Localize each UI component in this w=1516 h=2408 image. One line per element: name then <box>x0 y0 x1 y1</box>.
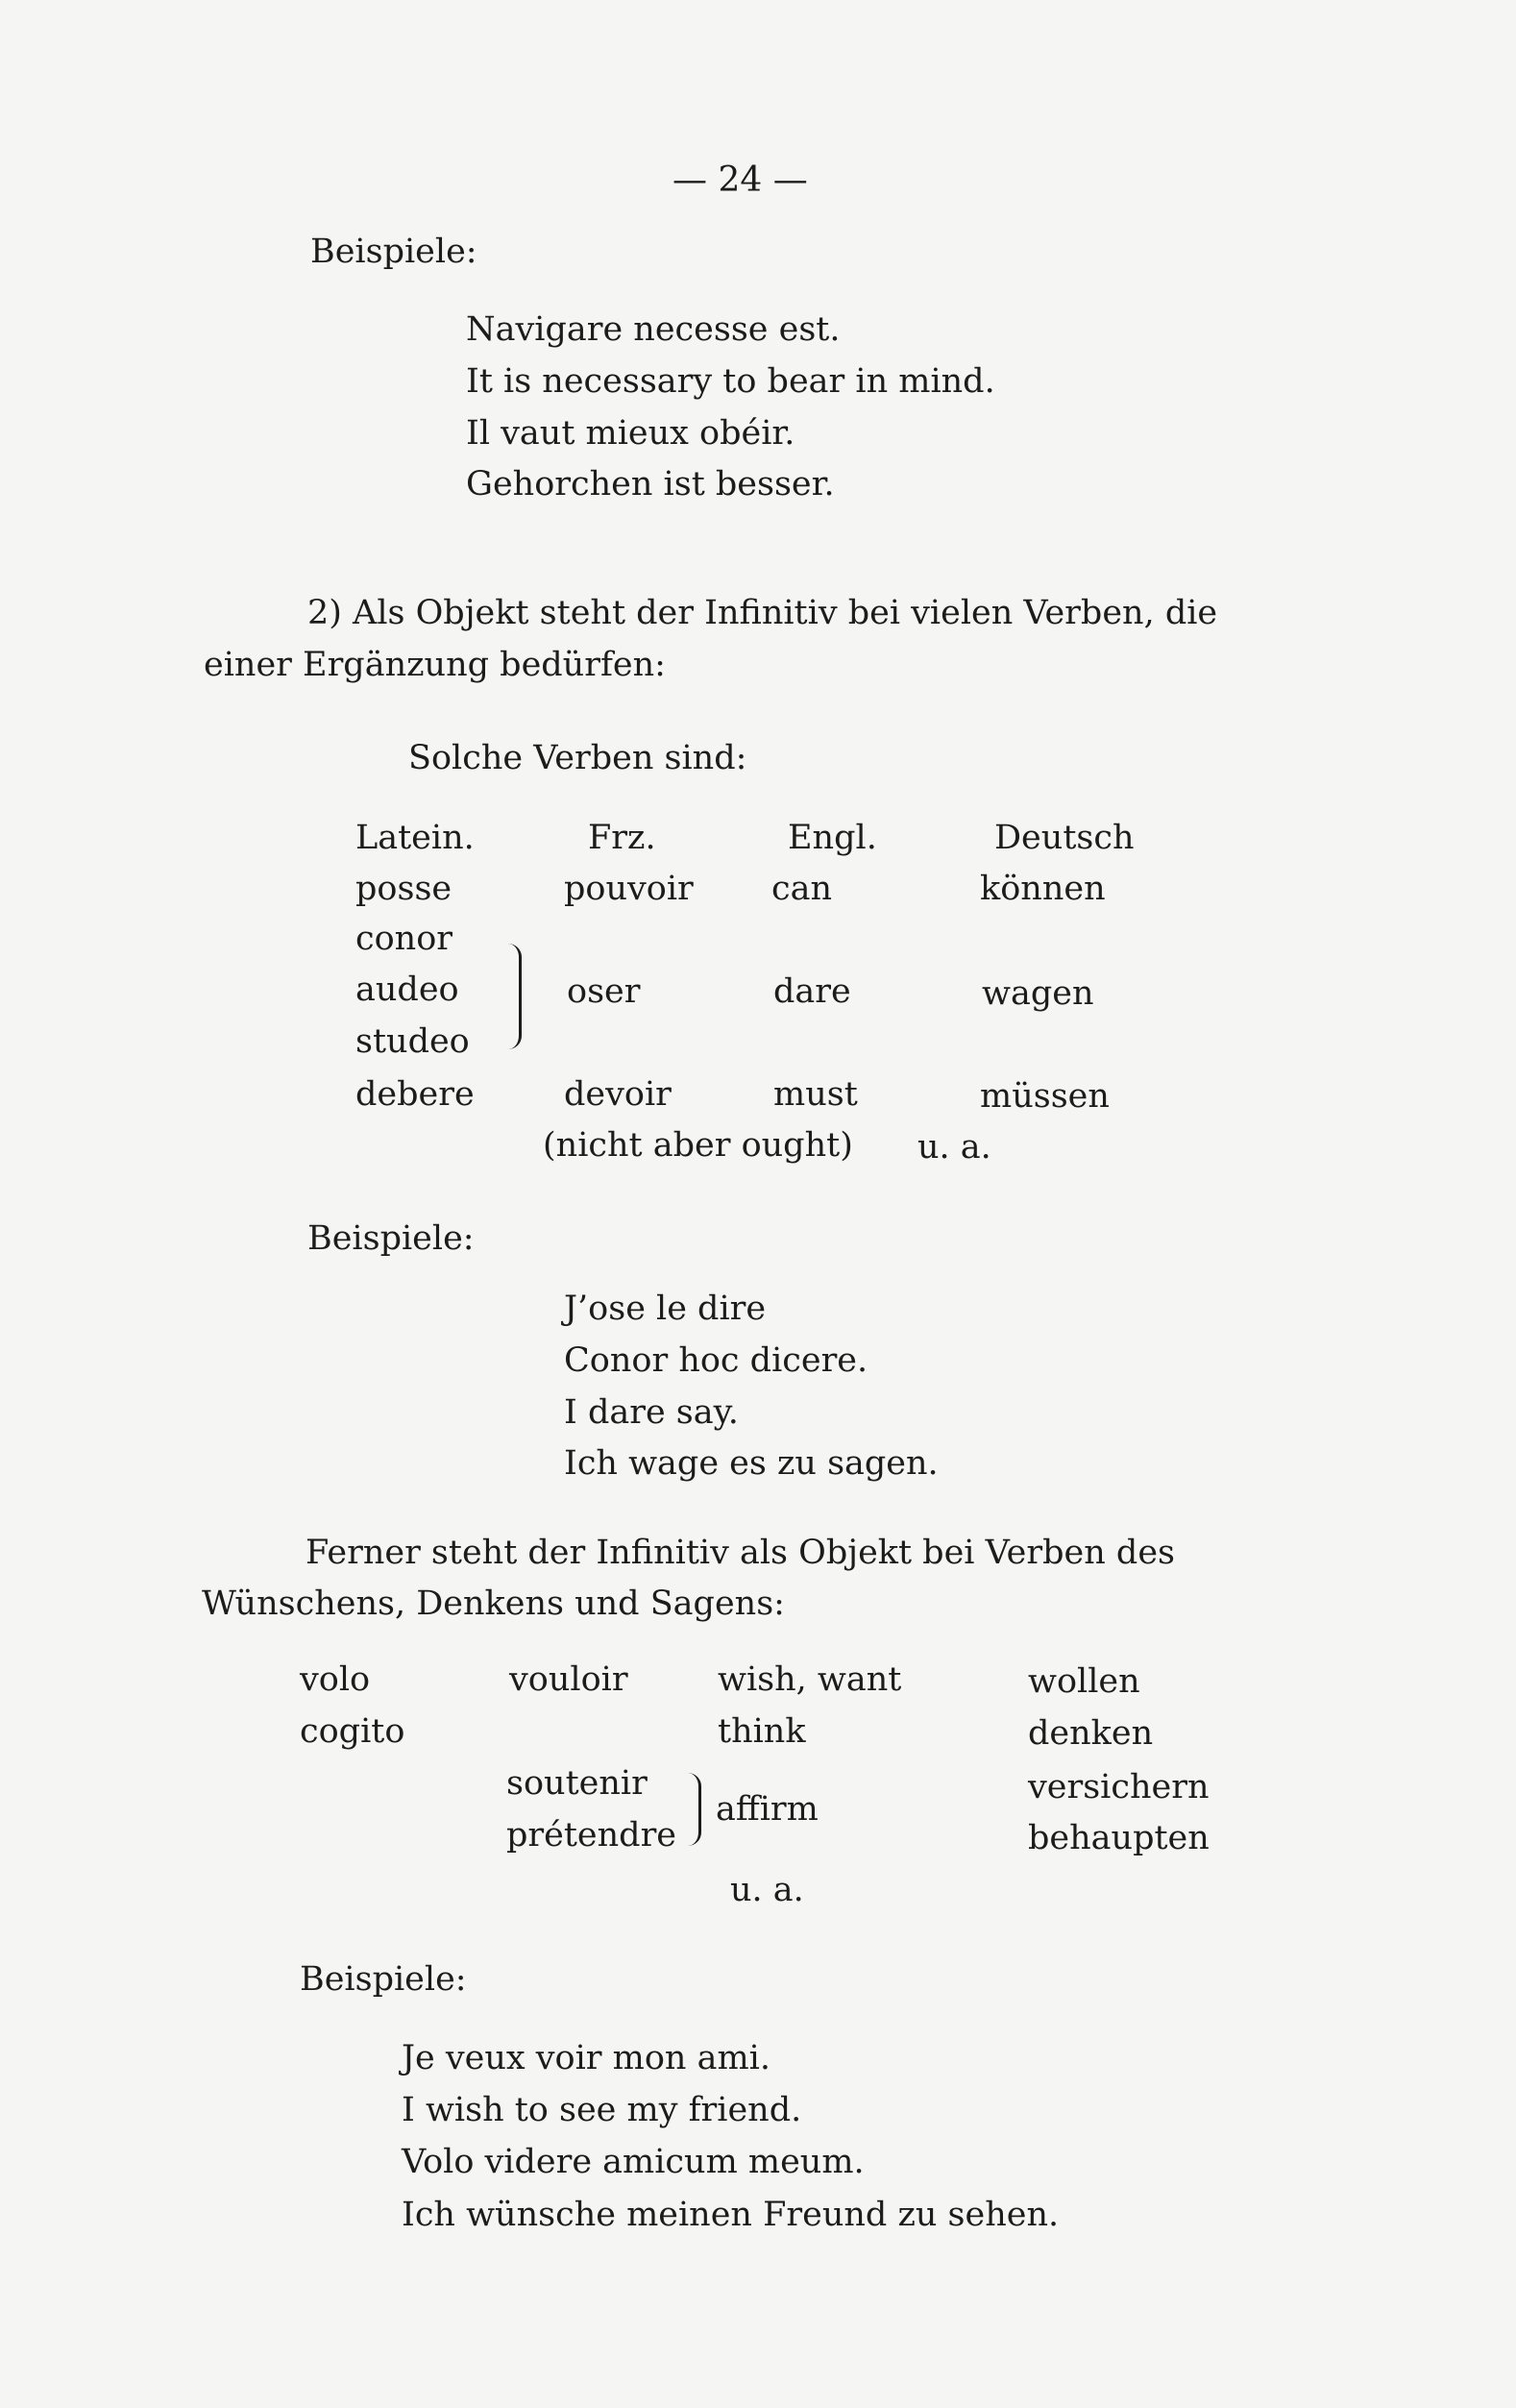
table1-posse-english: can <box>771 870 833 908</box>
table2-group-brace <box>685 1773 701 1846</box>
section1-example-1: Navigare necesse est. <box>466 310 841 349</box>
section3-example-1: Je veux voir mon ami. <box>402 2039 770 2077</box>
table1-etc: u. a. <box>917 1128 991 1167</box>
table1-header-german: Deutsch <box>994 819 1135 857</box>
paragraph3-line1: Ferner steht der Infinitiv als Objekt bei Verben des <box>306 1534 1175 1572</box>
table1-posse-latin: posse <box>355 870 452 908</box>
section2-heading: Beispiele: <box>307 1219 475 1258</box>
table1-debere-english: must <box>773 1075 858 1114</box>
section2-example-3: I dare say. <box>564 1393 739 1432</box>
table1-header-latin: Latein. <box>355 819 475 857</box>
table2-german-versichern: versichern <box>1028 1768 1210 1806</box>
section3-heading: Beispiele: <box>300 1960 467 1999</box>
table1-latin-studeo: studeo <box>355 1022 470 1061</box>
page-number: — 24 — <box>672 160 808 200</box>
table1-group-brace <box>505 944 522 1049</box>
section2-example-2: Conor hoc dicere. <box>564 1341 868 1380</box>
table1-latin-audeo: audeo <box>355 971 459 1009</box>
table2-volo-latin: volo <box>300 1660 371 1699</box>
table1-note: (nicht aber ought) <box>543 1126 853 1165</box>
table2-french-soutenir: soutenir <box>506 1764 648 1803</box>
verbs-intro: Solche Verben sind: <box>408 739 747 777</box>
paragraph2-line2: einer Ergänzung bedürfen: <box>204 646 666 684</box>
section1-example-2: It is necessary to bear in mind. <box>466 362 995 401</box>
section1-example-4: Gehorchen ist besser. <box>466 465 835 504</box>
section3-example-2: I wish to see my friend. <box>402 2091 802 2129</box>
table2-german-behaupten: behaupten <box>1028 1819 1210 1857</box>
table2-french-pretendre: prétendre <box>506 1816 677 1855</box>
table2-volo-french: vouloir <box>509 1660 628 1699</box>
paragraph3-line2: Wünschens, Denkens und Sagens: <box>202 1585 785 1623</box>
table1-header-french: Frz. <box>588 819 656 857</box>
table1-group-french: oser <box>567 972 641 1011</box>
table1-posse-french: pouvoir <box>564 870 694 908</box>
table1-debere-french: devoir <box>564 1075 672 1114</box>
table1-debere-german: müssen <box>980 1077 1110 1116</box>
section3-example-3: Volo videre amicum meum. <box>402 2143 865 2181</box>
table1-header-english: Engl. <box>788 819 877 857</box>
section2-example-1: J’ose le dire <box>564 1290 767 1328</box>
table1-debere-latin: debere <box>355 1075 475 1114</box>
section1-example-3: Il vaut mieux obéir. <box>466 414 795 453</box>
paragraph2-line1: 2) Als Objekt steht der Infinitiv bei vielen Verben, die <box>307 594 1218 632</box>
table1-posse-german: können <box>980 870 1106 908</box>
table1-latin-conor: conor <box>355 920 453 958</box>
section2-example-4: Ich wage es zu sagen. <box>564 1444 939 1483</box>
section3-example-4: Ich wünsche meinen Freund zu sehen. <box>402 2196 1060 2234</box>
section1-heading: Beispiele: <box>310 233 477 271</box>
table2-cogito-latin: cogito <box>300 1712 405 1751</box>
table1-group-german: wagen <box>982 974 1094 1013</box>
table2-english-affirm: affirm <box>716 1790 819 1829</box>
table2-cogito-english: think <box>718 1712 806 1751</box>
table1-group-english: dare <box>773 972 851 1011</box>
table2-etc: u. a. <box>730 1871 804 1909</box>
table2-volo-german: wollen <box>1028 1662 1140 1701</box>
table2-cogito-german: denken <box>1028 1714 1154 1753</box>
table2-volo-english: wish, want <box>718 1660 902 1699</box>
